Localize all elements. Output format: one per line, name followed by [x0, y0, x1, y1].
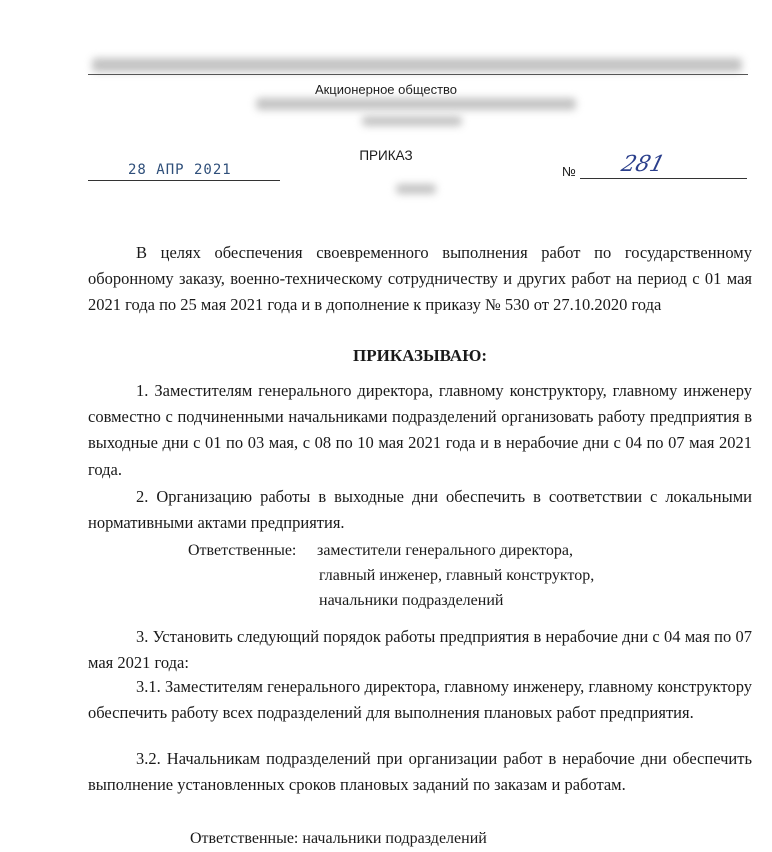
responsible-label-1: Ответственные: — [188, 542, 297, 559]
date-field — [88, 160, 280, 181]
doc-type-title: ПРИКАЗ — [359, 148, 413, 163]
number-field — [562, 152, 747, 180]
date-stamp: 28 АПР 2021 — [128, 162, 232, 178]
responsible-line-3: начальники подразделений — [319, 592, 504, 609]
redacted-org-name-line2 — [256, 98, 576, 110]
responsible-2: Ответственные: начальники подразделений — [190, 830, 487, 847]
number-underline — [580, 178, 747, 179]
item-3-1: 3.1. Заместителям генерального директора, главному инженеру, главному конструктору обеспечить работу всех подразделений для выполнения плановых работ предприятия. — [88, 677, 752, 723]
responsible-line-1: заместители генерального директора, — [317, 542, 573, 559]
redacted-org-city — [362, 116, 462, 126]
number-label: № — [562, 164, 576, 179]
handwritten-number: 281 — [618, 152, 668, 177]
item-1: 1. Заместителям генерального директора, главному конструктору, главному инженеру совместно с подчиненными начальниками подразделений организовать работу предприятия в выходные дни с 01 по 03 мая, с 08 по 10 мая 2021 года и в нерабочие дни с 04 по 07 мая 2021 года. — [88, 381, 752, 479]
intro-paragraph: В целях обеспечения своевременного выполнения работ по государственному оборонному заказу, военно-техническому сотрудничеству и других работ на период с 01 мая 2021 года по 25 мая 2021 года и в дополнение к приказу № 530 от 27.10.2020 года — [88, 243, 752, 315]
item-3-2: 3.2. Начальникам подразделений при организации работ в нерабочие дни обеспечить выполнение установленных сроков плановых заданий по заказам и работам. — [88, 749, 752, 795]
redacted-org-name-line1 — [92, 58, 742, 72]
item-2: 2. Организацию работы в выходные дни обеспечить в соответствии с локальными нормативными актами предприятия. — [88, 487, 752, 533]
org-type: Акционерное общество — [314, 82, 458, 97]
responsible-line-2: главный инженер, главный конструктор, — [319, 567, 595, 584]
header-rule — [88, 74, 748, 75]
order-word: ПРИКАЗЫВАЮ: — [352, 346, 488, 365]
redacted-city — [396, 184, 436, 194]
item-3: 3. Установить следующий порядок работы предприятия в нерабочие дни с 04 мая по 07 мая 2021 года: — [88, 627, 752, 673]
